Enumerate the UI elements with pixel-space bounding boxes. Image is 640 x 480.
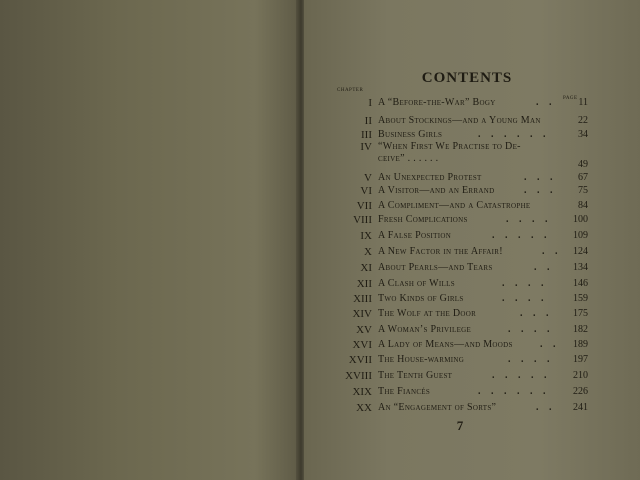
leader-dots: . . . . . . [478, 386, 550, 397]
leader-dots: . . . . . [492, 370, 551, 381]
page-number: 182 [573, 324, 588, 335]
chapter-number: XVII [348, 354, 372, 366]
chapter-title: A Lady of Means—and Moods [378, 339, 513, 350]
toc-entry [318, 139, 588, 155]
page-number: 67 [578, 172, 588, 183]
toc-entry [318, 291, 588, 307]
contents-title: CONTENTS [421, 70, 513, 86]
chapter-title: A Clash of Wills [378, 278, 455, 289]
chapter-number: VIII [353, 214, 372, 226]
chapter-title: A Visitor—and an Errand [378, 185, 495, 196]
page-folio: 7 [456, 418, 464, 433]
chapter-title: A Woman’s Privilege [378, 324, 472, 335]
chapter-title: Business Girls [378, 129, 443, 140]
chapter-title: The Fiancés [378, 386, 431, 397]
page-number: 34 [578, 129, 588, 140]
chapter-number: XI [360, 262, 372, 274]
chapter-number: I [368, 97, 372, 109]
toc-entry [318, 228, 588, 244]
page-number: 146 [573, 278, 588, 289]
leader-dots: . . [542, 246, 562, 257]
leader-dots: . . . . [502, 293, 548, 304]
chapter-number: XIV [352, 308, 372, 320]
toc-entry [318, 276, 588, 292]
chapter-title: About Stockings—and a Young Man [378, 115, 541, 126]
chapter-number: II [364, 115, 372, 127]
leader-dots: . . . [524, 185, 557, 196]
page-column-header: PAGE [563, 96, 578, 101]
chapter-column-header: CHAPTER [337, 88, 364, 93]
chapter-number: XIX [352, 386, 372, 398]
leader-dots: . . . . [508, 324, 554, 335]
chapter-title: A New Factor in the Affair! [378, 246, 503, 257]
chapter-title: An Unexpected Protest [378, 172, 482, 183]
page-number: 189 [573, 339, 588, 350]
page-number: 49 [578, 159, 588, 170]
chapter-number: XIII [353, 293, 372, 305]
chapter-title: An “Engagement of Sorts” [378, 402, 497, 413]
chapter-number: VII [356, 200, 372, 212]
left-page [0, 0, 300, 480]
leader-dots: . . . . [508, 354, 554, 365]
page-number: 175 [573, 308, 588, 319]
leader-dots: . . [536, 402, 556, 413]
toc-entry [318, 244, 588, 260]
leader-dots: . . [536, 97, 556, 108]
page-number: 241 [573, 402, 588, 413]
page-number: 159 [573, 293, 588, 304]
chapter-title: A False Position [378, 230, 452, 241]
toc-entry [318, 183, 588, 199]
page-number: 109 [573, 230, 588, 241]
chapter-title: The Tenth Guest [378, 370, 453, 381]
page-number: 134 [573, 262, 588, 273]
page-number: 210 [573, 370, 588, 381]
toc-entry [318, 212, 588, 228]
chapter-title: A “Before-the-War” Bogy [378, 97, 496, 108]
toc-entry [318, 95, 588, 111]
page-number: 11 [578, 97, 588, 108]
chapter-title: The Wolf at the Door [378, 308, 477, 319]
chapter-title: The House-warming [378, 354, 465, 365]
page-number: 84 [578, 200, 588, 211]
leader-dots: . . . . . [492, 230, 551, 241]
toc-entry [318, 384, 588, 400]
chapter-title-continuation: ceive” . . . . . . [378, 153, 439, 164]
toc-entry [318, 400, 588, 416]
leader-dots: . . . . [502, 278, 548, 289]
chapter-number: XV [356, 324, 372, 336]
chapter-number: IV [360, 141, 372, 153]
chapter-number: V [364, 172, 372, 184]
toc-entry [318, 368, 588, 384]
toc-entry [318, 352, 588, 368]
page-number: 100 [573, 214, 588, 225]
toc-entry [318, 260, 588, 276]
page-number: 22 [578, 115, 588, 126]
leader-dots: . . . [524, 172, 557, 183]
leader-dots: . . [534, 262, 554, 273]
chapter-number: XX [356, 402, 372, 414]
page-number: 226 [573, 386, 588, 397]
toc-entry [318, 322, 588, 338]
chapter-title: Two Kinds of Girls [378, 293, 464, 304]
chapter-number: IX [360, 230, 372, 242]
leader-dots: . . . [520, 308, 553, 319]
toc-entry [318, 306, 588, 322]
chapter-number: III [361, 129, 372, 141]
page-number: 124 [573, 246, 588, 257]
chapter-number: VI [360, 185, 372, 197]
chapter-number: X [364, 246, 372, 258]
chapter-title: “When First We Practise to De- [378, 141, 521, 152]
chapter-number: XVI [352, 339, 372, 351]
chapter-title: A Compliment—and a Catastrophe [378, 200, 531, 211]
chapter-number: XII [356, 278, 372, 290]
leader-dots: . . [540, 339, 560, 350]
page-number: 75 [578, 185, 588, 196]
leader-dots: . . . . . . [478, 129, 550, 140]
page-number: 197 [573, 354, 588, 365]
chapter-title: Fresh Complications [378, 214, 468, 225]
leader-dots: . . . . [506, 214, 552, 225]
chapter-title: About Pearls—and Tears [378, 262, 493, 273]
chapter-number: XVIII [345, 370, 372, 382]
toc-entry [318, 337, 588, 353]
